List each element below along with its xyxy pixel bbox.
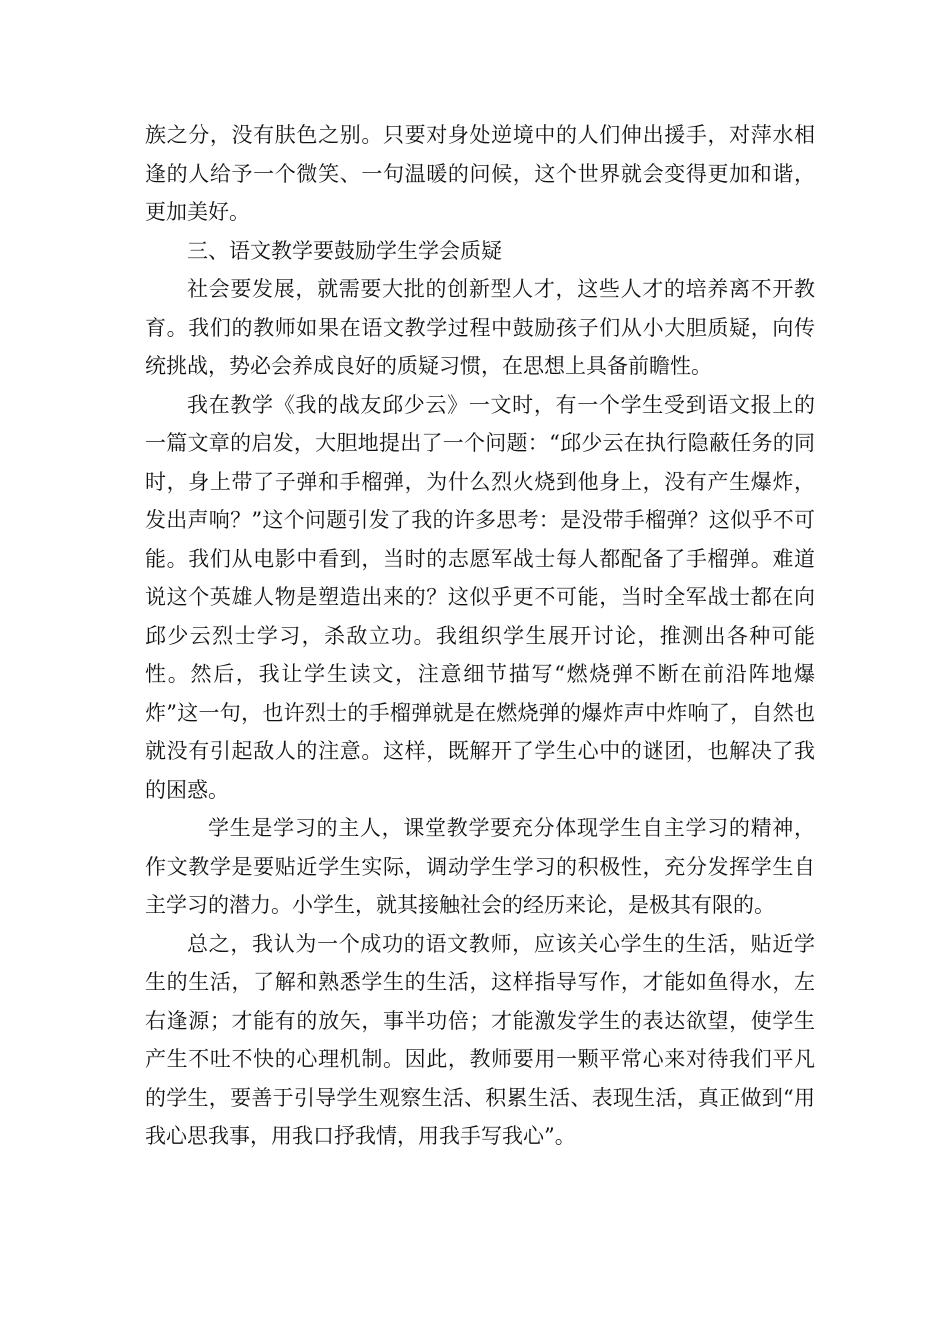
paragraph-continuation: 族之分，没有肤色之别。只要对身处逆境中的人们伸出援手，对萍水相逢的人给予一个微笑、一句温暖的问候，这个世界就会变得更加和谐，更加美好。: [145, 123, 815, 224]
paragraph-student-autonomy: 学生是学习的主人，课堂教学要充分体现学生自主学习的精神，作文教学是要贴近学生实际，调动学生学习的积极性，充分发挥学生自主学习的潜力。小学生，就其接触社会的经历来论，是极其有限的。: [145, 816, 815, 917]
paragraph-innovation: 社会要发展，就需要大批的创新型人才，这些人才的培养离不开教育。我们的教师如果在语文教学过程中鼓励孩子们从小大胆质疑，向传统挑战，势必会养成良好的质疑习惯，在思想上具备前瞻性。: [145, 277, 815, 378]
section-heading-3: 三、语文教学要鼓励学生学会质疑: [187, 238, 502, 263]
paragraph-conclusion: 总之，我认为一个成功的语文教师，应该关心学生的生活，贴近学生的生活，了解和熟悉学生的生活，这样指导写作，才能如鱼得水，左右逢源；才能有的放矢，事半功倍；才能激发学生的表达欲望，使学生产生不吐不快的心理机制。因此，教师要用一颗平常心来对待我们平凡的学生，要善于引导学生观察生活、积累生活、表现生活，真正做到“用我心思我事，用我口抒我情，用我手写我心”。: [145, 931, 815, 1148]
document-body: [145, 116, 815, 1156]
paragraph-qiu-shaoyun-example: 我在教学《我的战友邱少云》一文时，有一个学生受到语文报上的一篇文章的启发，大胆地提出了一个问题：“邱少云在执行隐蔽任务的同时，身上带了子弹和手榴弹，为什么烈火烧到他身上，没有产生爆炸，发出声响？”这个问题引发了我的许多思考：是没带手榴弹？这似乎不可能。我们从电影中看到，当时的志愿军战士每人都配备了手榴弹。难道说这个英雄人物是塑造出来的？这似乎更不可能，当时全军战士都在向邱少云烈士学习，杀敌立功。我组织学生展开讨论，推测出各种可能性。然后，我让学生读文，注意细节描写“燃烧弹不断在前沿阵地爆炸”这一句，也许烈士的手榴弹就是在燃烧弹的爆炸声中炸响了，自然也就没有引起敌人的注意。这样，既解开了学生心中的谜团，也解决了我的困惑。: [145, 392, 815, 802]
